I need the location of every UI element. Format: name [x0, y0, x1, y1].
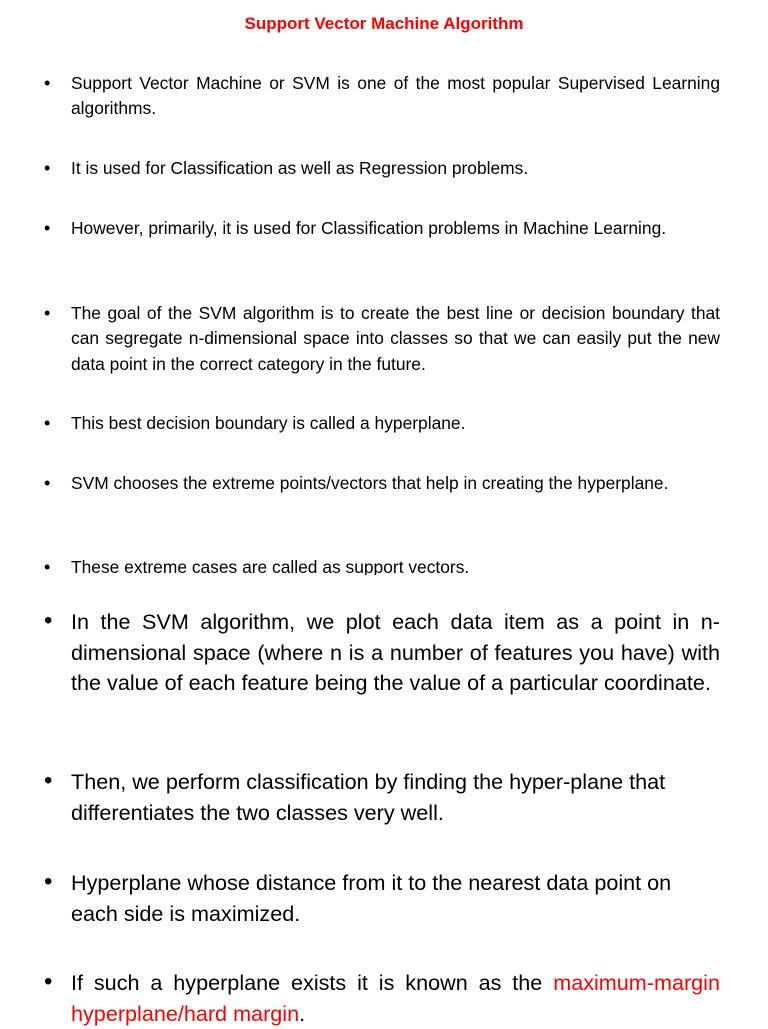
- bullet-icon: •: [44, 473, 51, 493]
- bullet-text: In the SVM algorithm, we plot each data item as a point in n-dimensional space (where n is a number of features you have) with the value of each feature being the value of a particular coordinate.: [71, 609, 720, 695]
- bullet-text: This best decision boundary is called a hyperplane.: [71, 413, 466, 433]
- bullet-icon: •: [44, 413, 51, 433]
- bullet-icon: •: [44, 868, 53, 895]
- page-title: Support Vector Machine Algorithm: [244, 14, 524, 33]
- bullet-text: Support Vector Machine or SVM is one of the most popular Supervised Learning algorithms.: [71, 73, 720, 119]
- bullet-text: The goal of the SVM algorithm is to create the best line or decision boundary that can segregate n-dimensional space into classes so that we can easily put the new data point in the correct category in the future.: [71, 303, 720, 374]
- bullet-icon: •: [44, 607, 53, 634]
- bullet-text: These extreme cases are called as support vectors.: [71, 560, 470, 575]
- bullet-icon: •: [44, 218, 51, 238]
- bullet-text: However, primarily, it is used for Classification problems in Machine Learning.: [71, 218, 667, 238]
- bullet-icon: •: [44, 968, 53, 995]
- bullet-text: Hyperplane whose distance from it to the nearest data point on each side is maximized.: [71, 870, 672, 926]
- highlighted-term: maximum-margin hyperplane/hard margin: [71, 970, 720, 1026]
- bullet-text: [71, 968, 720, 1029]
- bullet-text: SVM chooses the extreme points/vectors that help in creating the hyperplane.: [71, 473, 669, 493]
- bullet-icon: •: [44, 158, 51, 178]
- bullet-icon: •: [44, 73, 51, 93]
- bullet-icon: •: [44, 767, 53, 794]
- bullet-text-suffix: .: [299, 1000, 306, 1026]
- bullet-icon: •: [44, 560, 51, 575]
- bullet-icon: •: [44, 303, 51, 323]
- bullet-text: It is used for Classification as well as Regression problems.: [71, 158, 529, 178]
- bullet-text-prefix: If such a hyperplane exists it is known as the: [71, 970, 554, 995]
- clipped-slide-edge: [0, 560, 768, 575]
- bullet-text: Then, we perform classification by finding the hyper-plane that differentiates the two classes very well.: [71, 769, 666, 825]
